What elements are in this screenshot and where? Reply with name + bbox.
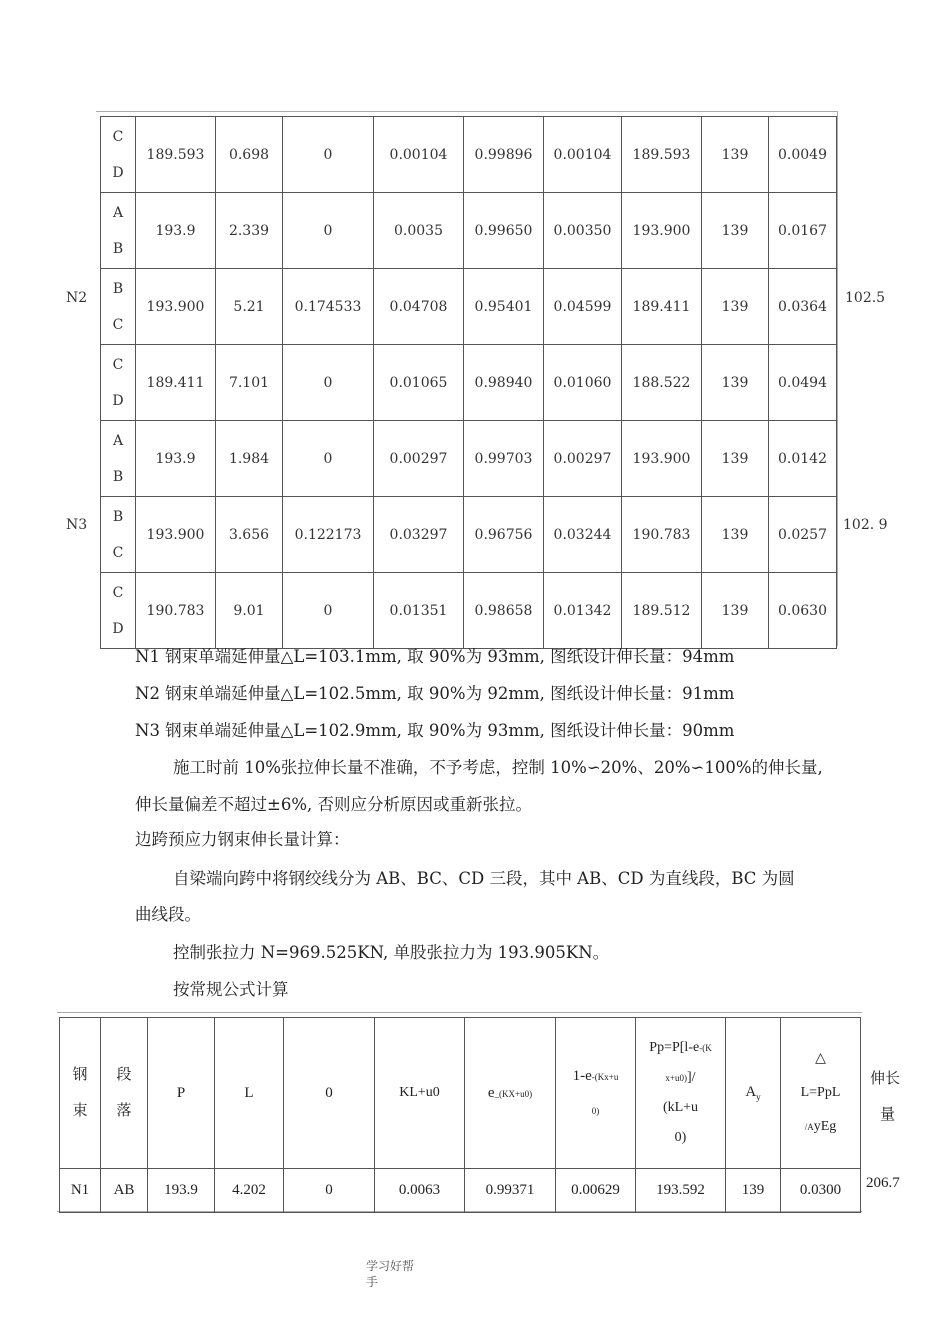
header-kl-u0: KL+u0 [375,1018,465,1169]
table1-cell: 0 [283,193,374,269]
cell: 0.0063 [375,1169,465,1213]
table1-cell: 0.0049 [769,117,837,193]
cell: 0.99371 [465,1169,556,1213]
cell: AB [101,1169,148,1213]
table1-cell: 0.0364 [769,269,837,345]
table1-cell: 0.00350 [544,193,622,269]
table1-cell: 0.0630 [769,573,837,649]
table2-header-row [60,1018,861,1169]
elongation-table-upper [100,116,837,649]
table1-cell: 139 [702,193,769,269]
cell: 0.00629 [556,1169,636,1213]
table1-row [101,269,837,345]
cell: 0 [284,1169,375,1213]
table1-cell: 0.00297 [544,421,622,497]
table1-cell: 139 [702,497,769,573]
table1-cell: 139 [702,421,769,497]
table1-cell: 0 [283,421,374,497]
table1-cell: 0.0142 [769,421,837,497]
table1-cell: 0 [283,117,374,193]
elongation-table-lower [59,1017,861,1213]
table1-cell: 139 [702,345,769,421]
table1-cell: 0.99650 [464,193,544,269]
table1-cell: 0.01065 [374,345,464,421]
formula-intro: 按常规公式计算 [173,980,289,999]
table1-cell: 0.04708 [374,269,464,345]
header-pp-formula: Pp=P[l-e-(K x+u0)]/ (kL+u 0) [636,1018,726,1169]
tendon-label-n3: N3 [66,517,88,533]
footer-text: 学习好帮 手 [366,1259,415,1289]
segment-cell: A B [101,193,136,269]
segment-cell: A B [101,421,136,497]
tension-force-line: 控制张拉力 N=969.525KN, 单股张拉力为 193.905KN。 [173,943,610,962]
section-heading: 边跨预应力钢束伸长量计算： [135,830,350,849]
table1-cell: 0 [283,573,374,649]
header-p: P [148,1018,215,1169]
table1-cell: 0.03244 [544,497,622,573]
table1-row [101,421,837,497]
table1-cell: 0.698 [216,117,283,193]
table1-cell: 189.593 [622,117,702,193]
table1-cell: 0.0494 [769,345,837,421]
header-exp: e_(KX+u0) [465,1018,556,1169]
tendon-label-n2: N2 [66,290,88,306]
segment-description: 自梁端向跨中将钢绞线分为 AB、BC、CD 三段，其中 AB、CD 为直线段，BC 为圆 [173,869,795,888]
table1-cell: 193.900 [136,497,216,573]
cell: 193.9 [148,1169,215,1213]
table1-cell: 139 [702,573,769,649]
table1-cell: 189.411 [136,345,216,421]
table1-cell: 0.98658 [464,573,544,649]
table1-cell: 0 [283,345,374,421]
table1-cell: 1.984 [216,421,283,497]
n1-elongation-line: N1 钢束单端延伸量△L=103.1mm, 取 90%为 93mm, 图纸设计伸长量：94mm [135,647,735,666]
segment-cell: B C [101,497,136,573]
table1-cell: 0.174533 [283,269,374,345]
table1-cell: 0.122173 [283,497,374,573]
table1-cell: 0.00297 [374,421,464,497]
table1-cell: 2.339 [216,193,283,269]
table1-cell: 5.21 [216,269,283,345]
cell: 4.202 [215,1169,284,1213]
table1-cell: 9.01 [216,573,283,649]
segment-cell: C D [101,345,136,421]
table1-cell: 0.98940 [464,345,544,421]
segment-cell: C D [101,573,136,649]
table1-cell: 193.9 [136,193,216,269]
table1-cell: 0.0167 [769,193,837,269]
table1-cell: 0.0035 [374,193,464,269]
table1-cell: 193.900 [136,269,216,345]
table1-cell: 0.03297 [374,497,464,573]
table1-cell: 193.900 [622,193,702,269]
tendon-total-n2: 102.5 [845,290,886,306]
table1-cell: 0.01342 [544,573,622,649]
tendon-total-n3: 102. 9 [843,517,888,533]
table1-cell: 0.04599 [544,269,622,345]
table1-cell: 0.96756 [464,497,544,573]
table1-row [101,497,837,573]
cell: 0.0300 [781,1169,861,1213]
n2-elongation-line: N2 钢束单端延伸量△L=102.5mm, 取 90%为 92mm, 图纸设计伸长量：91mm [135,684,735,703]
table1-cell: 188.522 [622,345,702,421]
header-area: $A_y$ [726,1018,781,1169]
table1-cell: 139 [702,269,769,345]
table1-cell: 0.00104 [374,117,464,193]
header-segment: 段 落 [101,1018,148,1169]
n3-elongation-line: N3 钢束单端延伸量△L=102.9mm, 取 90%为 93mm, 图纸设计伸长量：90mm [135,721,735,740]
segment-description-cont: 曲线段。 [135,905,201,924]
segment-cell: C D [101,117,136,193]
table1-cell: 0.01351 [374,573,464,649]
header-one-minus-exp: 1-e-(Kx+u 0) [556,1018,636,1169]
header-l: L [215,1018,284,1169]
cell: 139 [726,1169,781,1213]
table1-row [101,573,837,649]
table1-body [101,117,837,649]
table1-cell: 189.411 [622,269,702,345]
table1-cell: 189.512 [622,573,702,649]
header-tendon: 钢 束 [60,1018,101,1169]
table1-cell: 7.101 [216,345,283,421]
n1-elongation-total: 206.7 [866,1175,900,1191]
table1-cell: 0.00104 [544,117,622,193]
table1-cell: 0.99703 [464,421,544,497]
table2-row-n1-ab [60,1169,861,1213]
table1-cell: 0.95401 [464,269,544,345]
table1-cell: 190.783 [622,497,702,573]
cell: N1 [60,1169,101,1213]
table1-cell: 189.593 [136,117,216,193]
cell: 193.592 [636,1169,726,1213]
header-delta-l: △ L=PpL /AyEg [781,1018,861,1169]
table1-cell: 190.783 [136,573,216,649]
table1-row [101,345,837,421]
table1-row [101,193,837,269]
table1-cell: 3.656 [216,497,283,573]
table1-row [101,117,837,193]
tension-control-paragraph: 施工时前 10%张拉伸长量不准确，不予考虑，控制 10%∽20%、20%∽100%的伸长量, [173,758,823,777]
table1-cell: 139 [702,117,769,193]
header-elongation-total: 伸长 量 [870,1069,901,1123]
table1-cell: 0.0257 [769,497,837,573]
table1-cell: 0.01060 [544,345,622,421]
header-theta: 0 [284,1018,375,1169]
segment-cell: B C [101,269,136,345]
table1-cell: 193.900 [622,421,702,497]
table1-cell: 0.99896 [464,117,544,193]
tension-control-paragraph-cont: 伸长量偏差不超过±6%, 否则应分析原因或重新张拉。 [135,795,532,814]
table1-cell: 193.9 [136,421,216,497]
